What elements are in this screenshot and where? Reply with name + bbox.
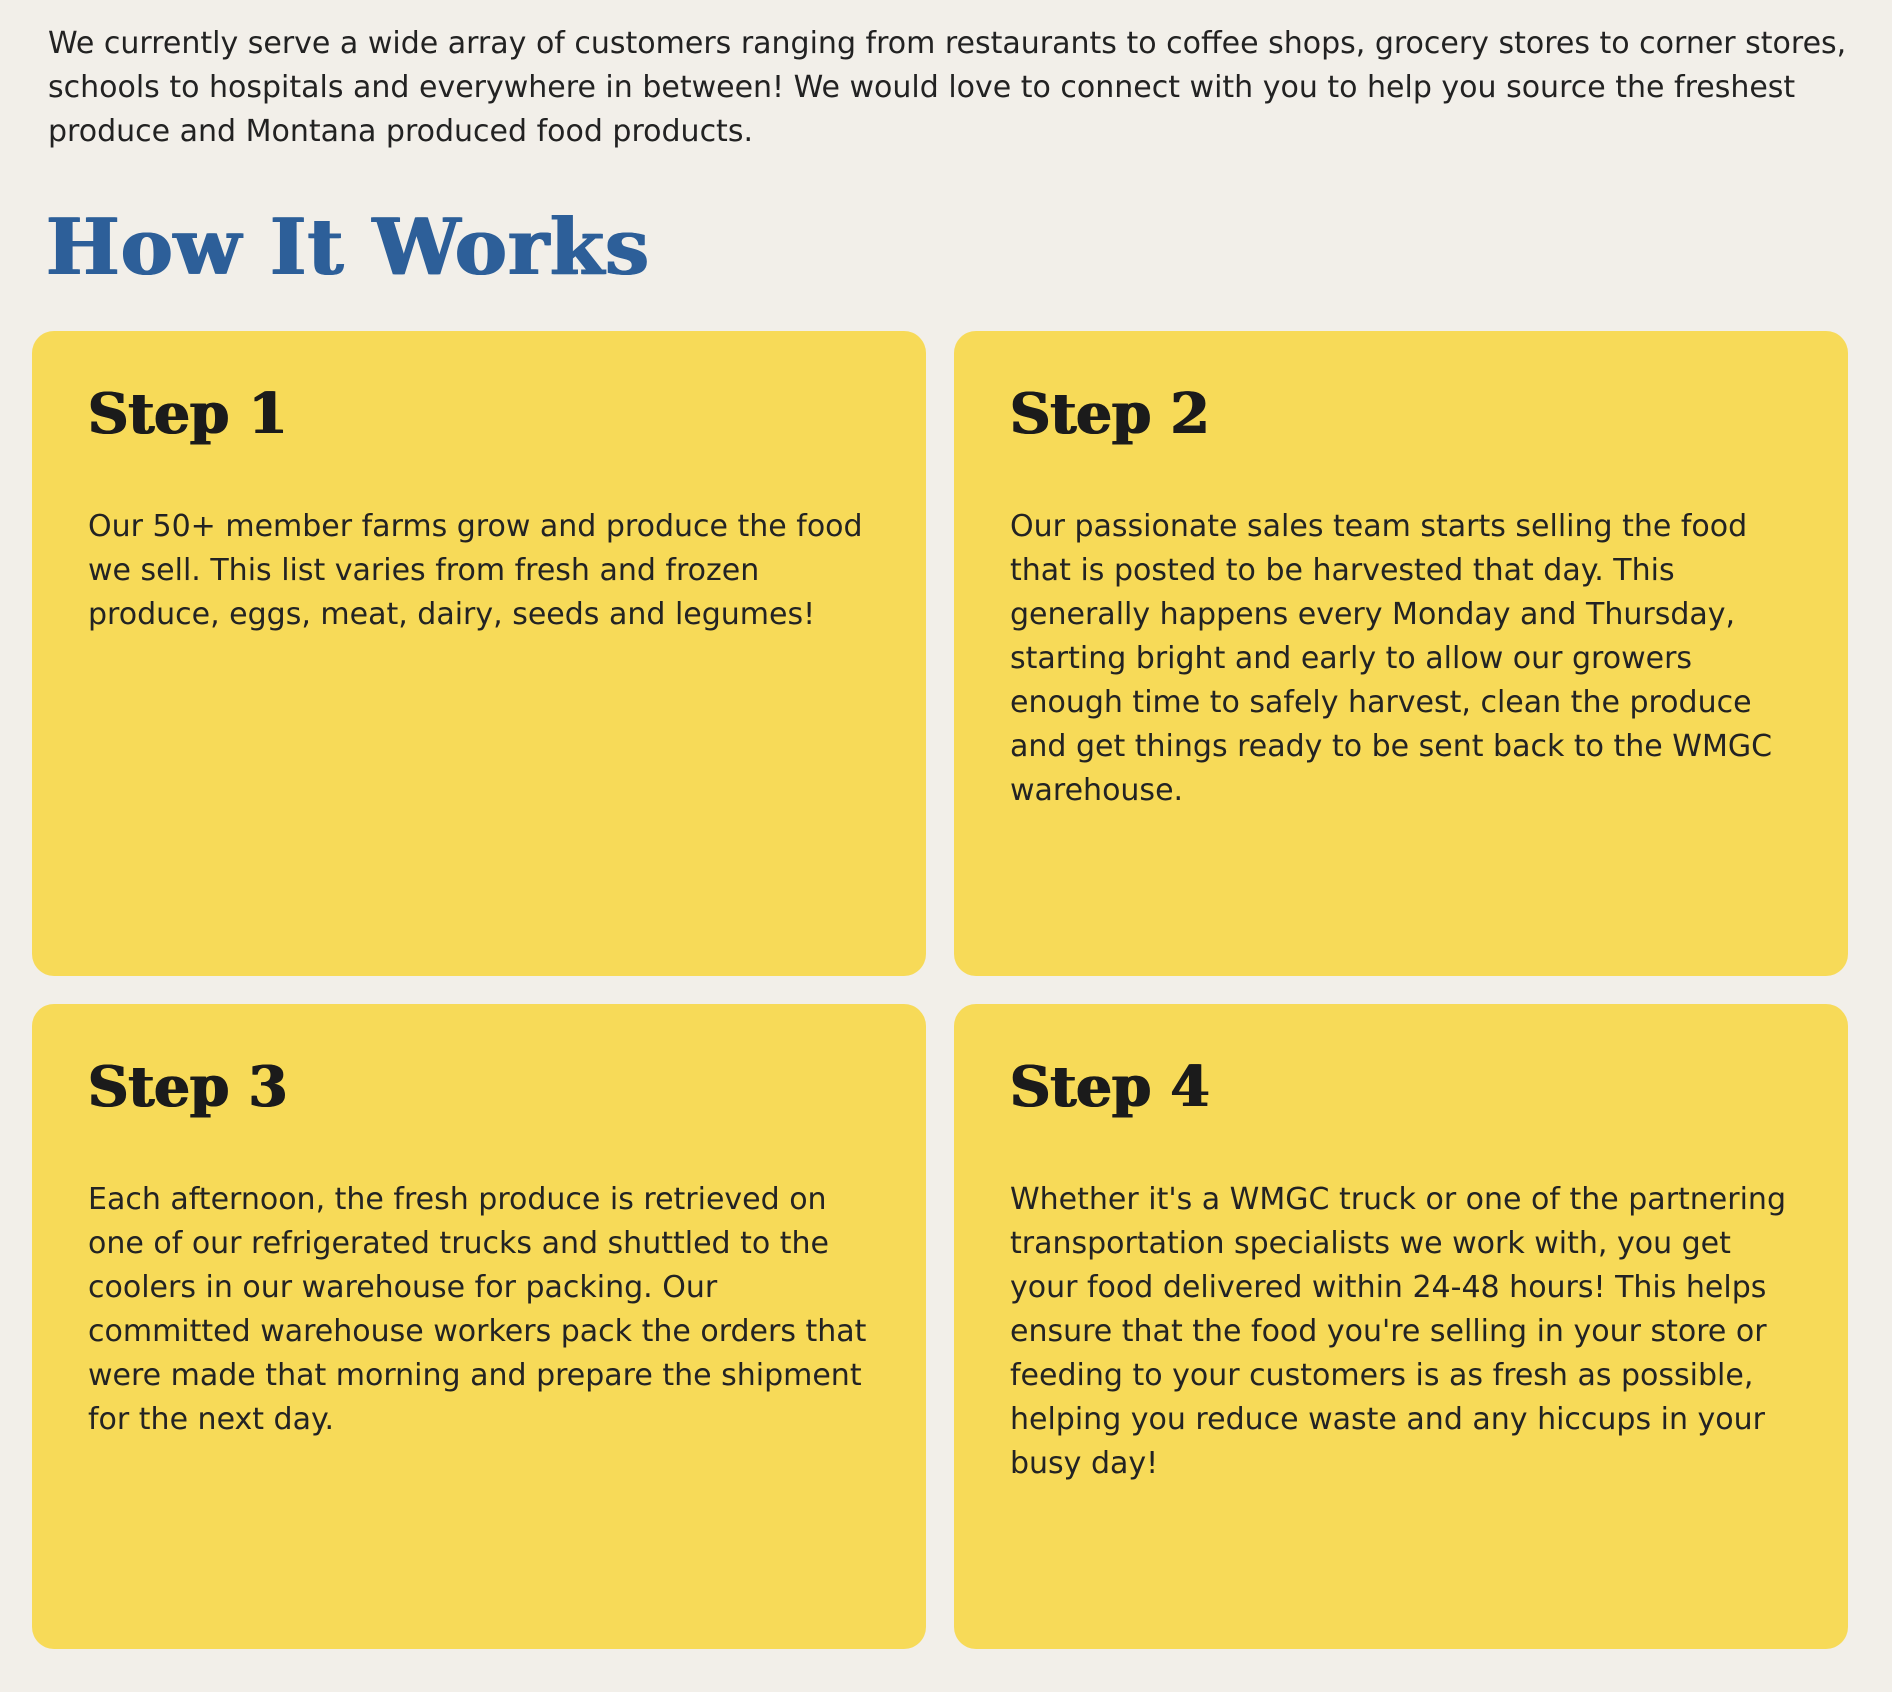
step-card-1 bbox=[32, 331, 926, 976]
step-card-3 bbox=[32, 1004, 926, 1649]
step-card-4 bbox=[954, 1004, 1848, 1649]
step-title-3: Step 3 bbox=[88, 1054, 288, 1120]
intro-paragraph: We currently serve a wide array of customers ranging from restaurants to coffee shops, grocery stores to corner stores, schools to hospitals and everywhere in between! We would love to connect with you to help you source the freshest produce and Montana produced food products. bbox=[48, 26, 1847, 149]
steps-grid bbox=[32, 331, 1848, 1649]
step-card-2 bbox=[954, 331, 1848, 976]
step-description-4: Whether it's a WMGC truck or one of the partnering transportation specialists we work with, you get your food delivered within 24-48 hours! This helps ensure that the food you're selling in your store or feeding to your customers is as fresh as possible, helping you reduce waste and any hiccups in your busy day! bbox=[1010, 1182, 1786, 1481]
step-title-4: Step 4 bbox=[1010, 1054, 1210, 1120]
step-description-1: Our 50+ member farms grow and produce the food we sell. This list varies from fresh and frozen produce, eggs, meat, dairy, seeds and legumes! bbox=[88, 509, 863, 632]
step-title-2: Step 2 bbox=[1010, 381, 1210, 447]
step-description-3: Each afternoon, the fresh produce is retrieved on one of our refrigerated trucks and shuttled to the coolers in our warehouse for packing. Our committed warehouse workers pack the orders that were made that morning and prepare the shipment for the next day. bbox=[88, 1182, 867, 1437]
step-title-1: Step 1 bbox=[88, 381, 288, 447]
step-description-2: Our passionate sales team starts selling the food that is posted to be harvested that day. This generally happens every Monday and Thursday, starting bright and early to allow our growers enough time to safely harvest, clean the produce and get things ready to be sent back to the WMGC warehouse. bbox=[1010, 509, 1773, 808]
how-it-works-heading: How It Works bbox=[46, 202, 651, 293]
